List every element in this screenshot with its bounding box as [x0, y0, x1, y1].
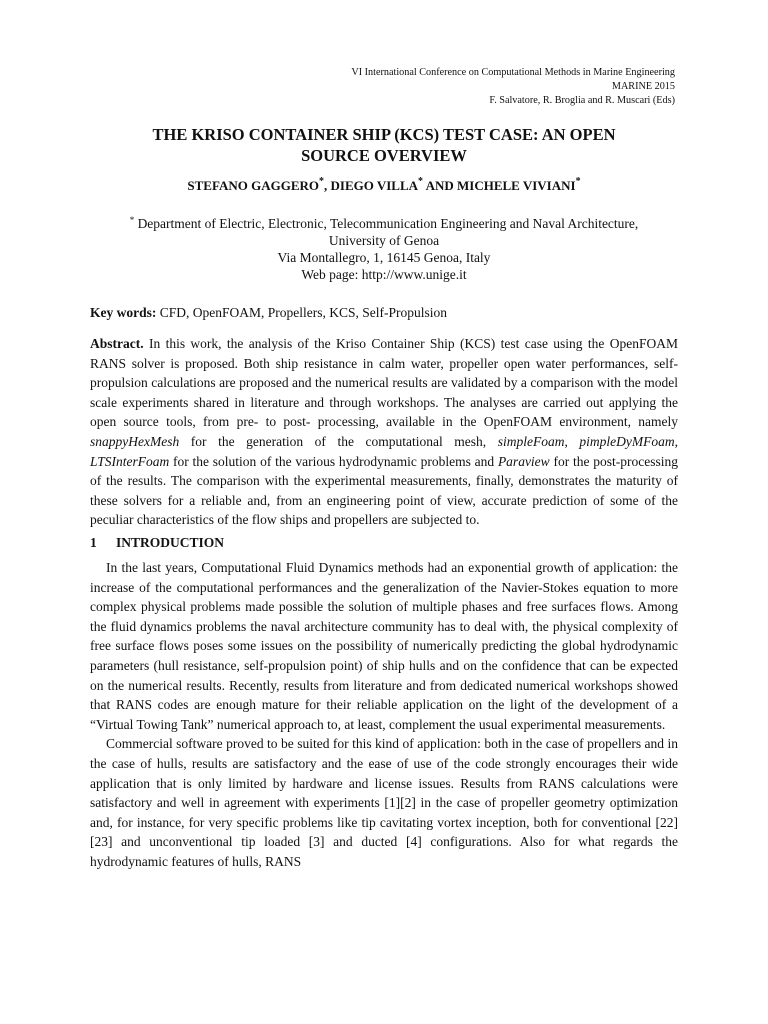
conference-editors: F. Salvatore, R. Broglia and R. Muscari (Eds) — [489, 95, 675, 106]
author-2: , DIEGO VILLA — [324, 178, 419, 193]
abstract-tool-snappyhexmesh: snappyHexMesh — [90, 433, 180, 449]
abstract-tool-ltsinterfoam: LTSInterFoam — [90, 453, 170, 469]
affiliation — [0, 212, 768, 283]
conference-header — [351, 66, 675, 108]
author-3: AND MICHELE VIVIANI — [423, 178, 576, 193]
abstract-text: , — [674, 433, 679, 449]
keywords-text: CFD, OpenFOAM, Propellers, KCS, Self-Propulsion — [156, 305, 448, 320]
affiliation-department: Department of Electric, Electronic, Telecommunication Engineering and Naval Architecture, — [134, 216, 639, 231]
conference-event: MARINE 2015 — [611, 81, 675, 92]
abstract-text: for the solution of the various hydrodynamic problems and — [169, 453, 498, 469]
introduction-body — [90, 558, 678, 872]
title-line-1: THE KRISO CONTAINER SHIP (KCS) TEST CASE: AN OPEN — [152, 125, 616, 144]
abstract-text: for the post-processing of the results. The comparison with the experimental measurements, finally, demonstrates the maturity of these solvers for a reliable and, from an engineering point of view, accurate prediction of some of the peculiar characteristics of the flow ships and propellers are subjected to. — [90, 453, 678, 528]
abstract-text: for the generation of the computational mesh, — [179, 433, 498, 449]
abstract — [90, 334, 678, 530]
keywords — [90, 305, 678, 321]
author-3-mark: * — [575, 176, 581, 187]
intro-paragraph-2: Commercial software proved to be suited for this kind of application: both in the case of propellers and in the case of hulls, results are satisfactory and the ease of use of the code strongly encourages their wide application that is only limited by hardware and license issues. Results from RANS calculations were satisfactory and well in agreement with experiments [1][2] in the case of propeller geometry optimization and, for instance, for very specific problems like tip cavitating vortex inception, both for conventional [22][23] and unconventional tip loaded [3] and ducted [4] configurations. Also for what regards the hydrodynamic features of hulls, RANS — [90, 736, 678, 869]
intro-paragraph-1: In the last years, Computational Fluid Dynamics methods had an exponential growth of application: the increase of the computational performances and the generalization of the Navier-Stokes equation to more complex physical problems made possible the solution of multiple phases and free surfaces flows. Among the fluid dynamics problems the naval architecture community has to deal with, the physical complexity of free surface flows poses some issues on the possibility of numerically predicting the global hydrodynamic parameters (hull resistance, self-propulsion point) of ship hulls and on the confidence that can be expected on the numerical results. Recently, results from literature and from dedicated numerical workshops showed that RANS codes are enough mature for their reliable application on the light of the development of a “Virtual Towing Tank” numerical approach to, at least, complement the usual experimental measurements. — [90, 560, 678, 732]
abstract-tool-pimpledymfoam: pimpleDyMFoam — [579, 433, 675, 449]
abstract-label: Abstract. — [90, 336, 144, 351]
paper-title — [0, 124, 768, 166]
affiliation-mark: * — [129, 215, 135, 225]
section-heading — [90, 535, 224, 551]
author-1-mark: * — [319, 176, 324, 187]
affiliation-address: Via Montallegro, 1, 16145 Genoa, Italy — [277, 250, 491, 265]
conference-name: VI International Conference on Computational Methods in Marine Engineering — [351, 67, 675, 78]
affiliation-university: University of Genoa — [328, 233, 440, 248]
author-2-mark: * — [418, 176, 424, 187]
section-number: 1 — [90, 535, 97, 550]
section-title: INTRODUCTION — [116, 535, 225, 550]
abstract-tool-paraview: Paraview — [497, 453, 550, 469]
author-1: STEFANO GAGGERO — [187, 178, 319, 193]
keywords-label: Key words: — [90, 305, 157, 320]
title-line-2: SOURCE OVERVIEW — [301, 146, 467, 165]
author-list — [0, 176, 768, 194]
abstract-tool-simplefoam: simpleFoam — [497, 433, 565, 449]
abstract-text: , — [564, 433, 580, 449]
abstract-text: In this work, the analysis of the Kriso Container Ship (KCS) test case using the OpenFOAM RANS solver is proposed. Both ship resistance in calm water, propeller open water performances, self-propulsion calculations are proposed and the numerical results are validated by a comparison with the model scale experiments shared in literature and through workshops. The analyses are carried out applying the open source tools, from pre- to post- processing, available in the OpenFOAM environment, namely — [90, 336, 678, 430]
affiliation-webpage: Web page: http://www.unige.it — [301, 267, 467, 282]
